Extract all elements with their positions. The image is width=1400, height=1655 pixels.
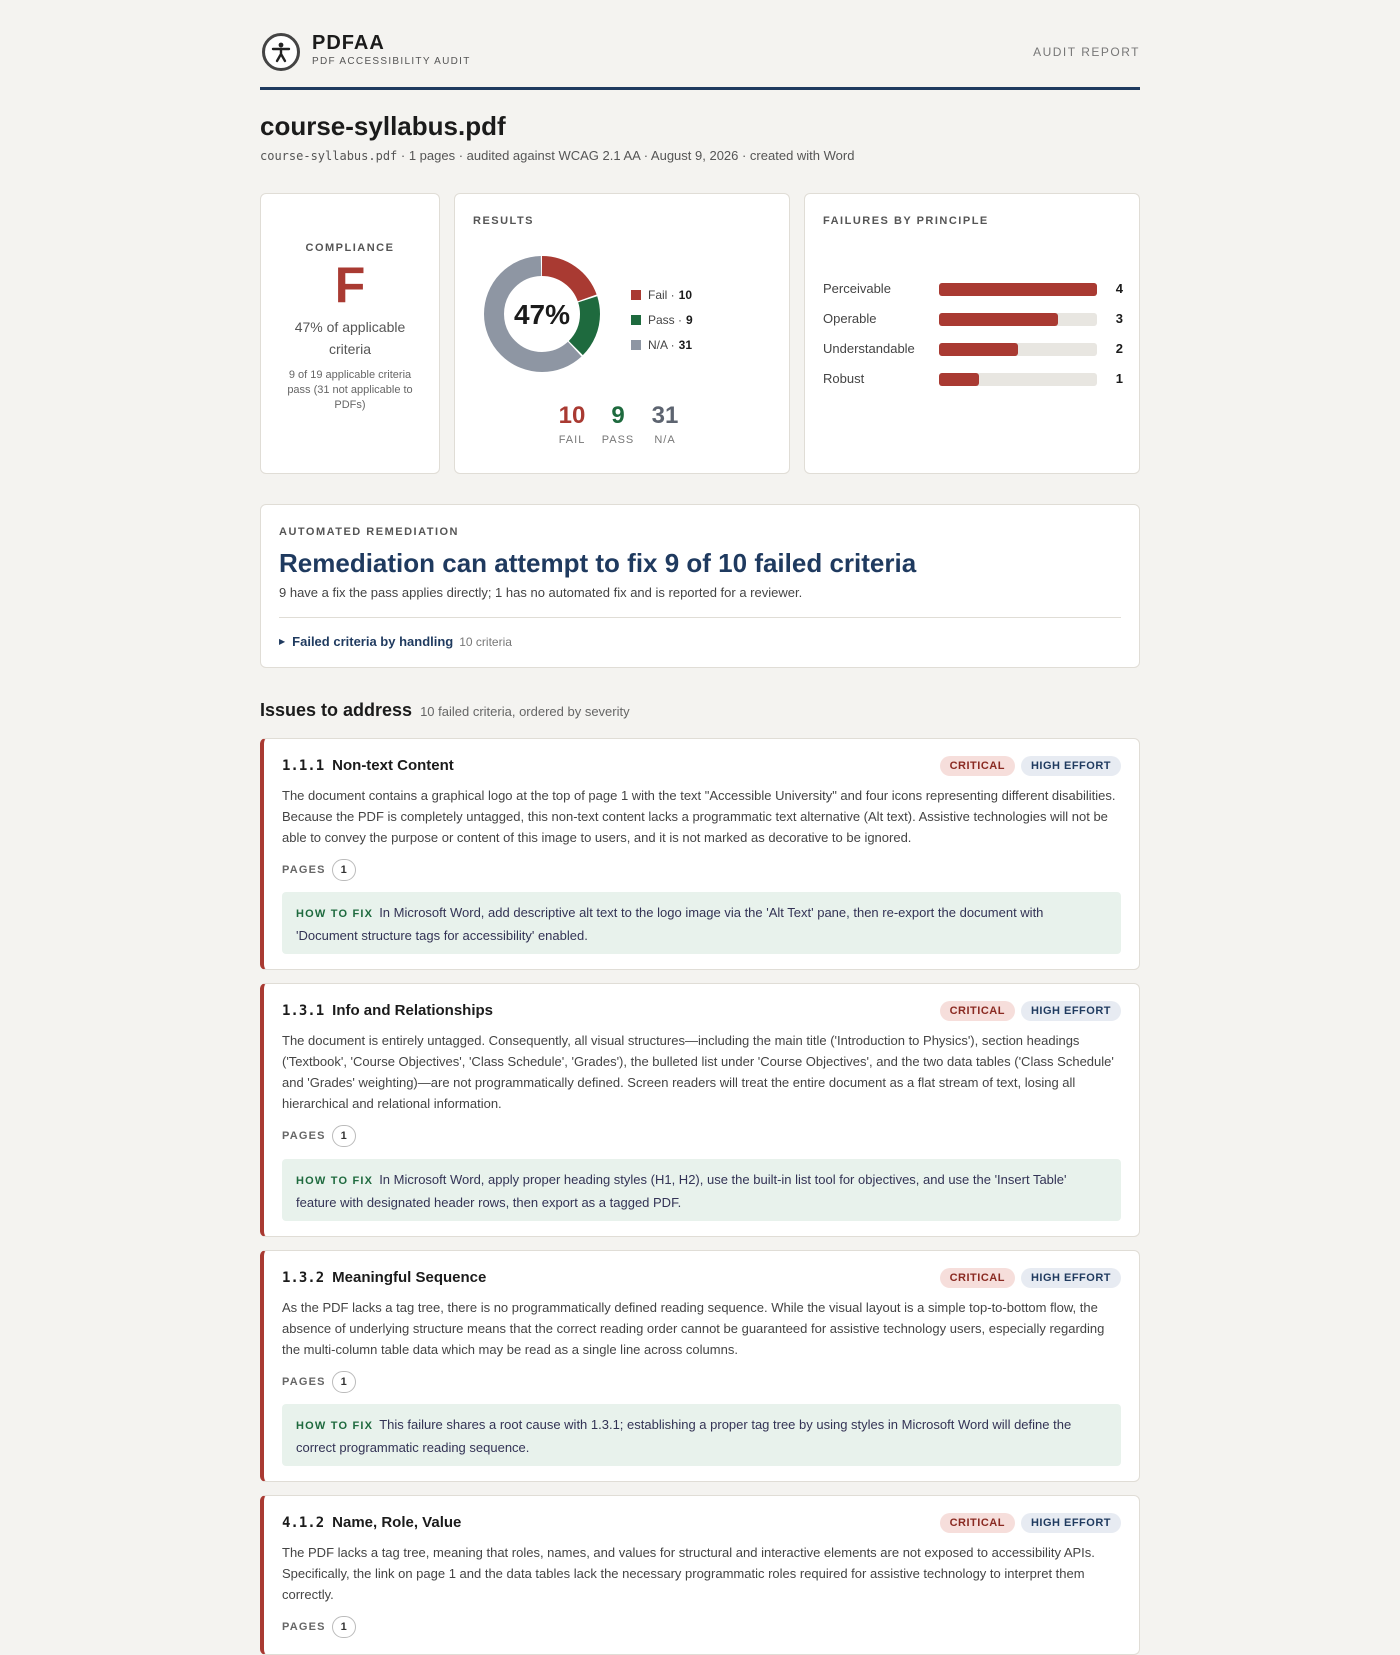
issue-description: As the PDF lacks a tag tree, there is no programmatically defined reading sequence. While the visual layout is a simple top-to-bottom flow, the absence of underlying structure means that the correct reading order cannot be guaranteed for assistive technology users, especially regarding the multi-column table data which may be read as a single line across columns. bbox=[282, 1300, 1105, 1357]
issue-card-1-1-1 bbox=[260, 738, 1140, 970]
pages-label: PAGES bbox=[282, 1130, 326, 1142]
results-donut-chart bbox=[482, 254, 602, 374]
pages-label: PAGES bbox=[282, 1621, 326, 1633]
principle-bar-fill bbox=[939, 343, 1018, 356]
issue-name: Meaningful Sequence bbox=[332, 1269, 487, 1286]
issues-header bbox=[260, 700, 630, 721]
legend-label: N/A · bbox=[648, 337, 675, 352]
principle-value: 2 bbox=[1115, 341, 1123, 356]
how-to-fix-label: HOW TO FIX bbox=[296, 1420, 374, 1432]
issue-badges bbox=[940, 1001, 1121, 1021]
compliance-card bbox=[260, 193, 440, 474]
issue-code: 4.1.2 bbox=[282, 1515, 325, 1531]
count-na bbox=[635, 401, 695, 446]
how-to-fix-label: HOW TO FIX bbox=[296, 908, 374, 920]
principle-row-robust bbox=[823, 369, 1123, 389]
issue-pages bbox=[282, 1125, 356, 1147]
principle-bar-fill bbox=[939, 283, 1097, 296]
principles-caption: FAILURES BY PRINCIPLE bbox=[823, 215, 989, 227]
results-legend bbox=[631, 282, 693, 357]
legend-na bbox=[631, 332, 693, 357]
document-meta-details: · 1 pages · audited against WCAG 2.1 AA · August 9, 2026 · created with Word bbox=[397, 148, 855, 163]
results-caption: RESULTS bbox=[473, 215, 535, 227]
report-header bbox=[260, 0, 1140, 90]
issue-title bbox=[282, 1002, 493, 1019]
document-meta bbox=[260, 148, 854, 163]
count-label: FAIL bbox=[558, 434, 586, 446]
results-card bbox=[454, 193, 790, 474]
issue-name: Info and Relationships bbox=[332, 1002, 493, 1019]
issue-title bbox=[282, 1514, 461, 1531]
issue-pages bbox=[282, 1616, 356, 1638]
brand-name: PDFAA bbox=[312, 32, 385, 54]
toggle-count: 10 criteria bbox=[459, 635, 512, 649]
principle-bar-fill bbox=[939, 373, 979, 386]
effort-badge: HIGH EFFORT bbox=[1021, 756, 1121, 776]
document-title: course-syllabus.pdf bbox=[260, 111, 506, 141]
pages-label: PAGES bbox=[282, 1376, 326, 1388]
issue-card-1-3-2 bbox=[260, 1250, 1140, 1482]
principle-row-understandable bbox=[823, 339, 1123, 359]
effort-badge: HIGH EFFORT bbox=[1021, 1268, 1121, 1288]
disclosure-triangle-icon: ▶ bbox=[279, 637, 286, 646]
principle-row-operable bbox=[823, 309, 1123, 329]
failures-by-principle-card bbox=[804, 193, 1140, 474]
principle-bar-track bbox=[939, 313, 1097, 326]
count-label: N/A bbox=[654, 434, 676, 446]
principle-name: Understandable bbox=[823, 341, 915, 356]
issue-badges bbox=[940, 1268, 1121, 1288]
count-value: 10 bbox=[558, 402, 586, 429]
principle-name: Perceivable bbox=[823, 281, 891, 296]
legend-value: 10 bbox=[678, 287, 693, 302]
remediation-subtitle: 9 have a fix the pass applies directly; 1 has no automated fix and is reported for a reviewer. bbox=[279, 585, 803, 600]
audit-report-label: AUDIT REPORT bbox=[1033, 45, 1140, 59]
remediation-caption: AUTOMATED REMEDIATION bbox=[279, 526, 459, 538]
issue-name: Name, Role, Value bbox=[332, 1514, 462, 1531]
how-to-fix-text: In Microsoft Word, add descriptive alt text to the logo image via the 'Alt Text' pane, then re-export the document with 'Document structure tags for accessibility' enabled. bbox=[296, 905, 1044, 943]
issue-code: 1.1.1 bbox=[282, 758, 325, 774]
issue-title bbox=[282, 1269, 486, 1286]
legend-pass bbox=[631, 307, 693, 332]
principle-bar-track bbox=[939, 283, 1097, 296]
issue-description: The document is entirely untagged. Consequently, all visual structures—including the main title ('Introduction to Physics'), section headings ('Textbook', 'Course Objectives', 'Class Schedule', 'Grades'), the bulleted list under 'Course Objectives', and the two data tables ('Class Schedule' and 'Grades' weighting)—are not programmatically defined. Screen readers will treat the entire document as a flat stream of text, losing all hierarchical and relational information. bbox=[282, 1033, 1114, 1111]
legend-swatch bbox=[631, 290, 641, 300]
legend-label: Pass · bbox=[648, 312, 683, 327]
severity-badge: CRITICAL bbox=[940, 1268, 1015, 1288]
divider bbox=[279, 617, 1121, 618]
toggle-label: Failed criteria by handling bbox=[292, 634, 454, 649]
severity-badge: CRITICAL bbox=[940, 756, 1015, 776]
principle-value: 1 bbox=[1115, 371, 1123, 386]
remediation-card bbox=[260, 504, 1140, 668]
brand-subtitle: PDF ACCESSIBILITY AUDIT bbox=[312, 56, 471, 67]
issue-code: 1.3.2 bbox=[282, 1270, 325, 1286]
legend-swatch bbox=[631, 315, 641, 325]
effort-badge: HIGH EFFORT bbox=[1021, 1513, 1121, 1533]
issue-code: 1.3.1 bbox=[282, 1003, 325, 1019]
legend-label: Fail · bbox=[648, 287, 675, 302]
issue-badges bbox=[940, 1513, 1121, 1533]
compliance-percent: 47% of applicable criteria bbox=[294, 319, 406, 357]
how-to-fix-box bbox=[282, 892, 1121, 954]
count-value: 31 bbox=[651, 402, 679, 429]
page-chip[interactable]: 1 bbox=[332, 1125, 356, 1147]
count-value: 9 bbox=[611, 402, 625, 429]
count-label: PASS bbox=[601, 434, 635, 446]
severity-badge: CRITICAL bbox=[940, 1001, 1015, 1021]
issue-card-1-3-1 bbox=[260, 983, 1140, 1237]
document-filename: course-syllabus.pdf bbox=[260, 149, 398, 163]
issues-subtitle: 10 failed criteria, ordered by severity bbox=[420, 704, 630, 719]
principle-name: Operable bbox=[823, 311, 877, 326]
legend-fail bbox=[631, 282, 693, 307]
donut-center-label: 47% bbox=[513, 299, 571, 330]
pages-label: PAGES bbox=[282, 864, 326, 876]
page-chip[interactable]: 1 bbox=[332, 1616, 356, 1638]
effort-badge: HIGH EFFORT bbox=[1021, 1001, 1121, 1021]
principle-bar-track bbox=[939, 373, 1097, 386]
how-to-fix-label: HOW TO FIX bbox=[296, 1175, 374, 1187]
principle-name: Robust bbox=[823, 371, 865, 386]
how-to-fix-text: In Microsoft Word, apply proper heading styles (H1, H2), use the built-in list tool for objectives, and use the 'Insert Table' feature with designated header rows, then export as a tagged PDF. bbox=[296, 1172, 1067, 1210]
principle-bar-track bbox=[939, 343, 1097, 356]
page-chip[interactable]: 1 bbox=[332, 859, 356, 881]
compliance-detail: 9 of 19 applicable criteria pass (31 not applicable to PDFs) bbox=[287, 369, 413, 411]
failed-criteria-toggle[interactable] bbox=[279, 634, 512, 649]
how-to-fix-text: This failure shares a root cause with 1.3.1; establishing a proper tag tree by using styles in Microsoft Word will define the correct programmatic reading sequence. bbox=[296, 1417, 1072, 1455]
remediation-title: Remediation can attempt to fix 9 of 10 failed criteria bbox=[279, 548, 917, 578]
principle-value: 4 bbox=[1115, 281, 1123, 296]
how-to-fix-box bbox=[282, 1404, 1121, 1466]
how-to-fix-box bbox=[282, 1159, 1121, 1221]
issue-description: The PDF lacks a tag tree, meaning that roles, names, and values for structural and interactive elements are not exposed to accessibility APIs. Specifically, the link on page 1 and the data tables lack the necessary programmatic roles required for assistive technology to interpret them correctly. bbox=[282, 1545, 1095, 1602]
severity-badge: CRITICAL bbox=[940, 1513, 1015, 1533]
principle-bar-fill bbox=[939, 313, 1058, 326]
issue-description: The document contains a graphical logo at the top of page 1 with the text "Accessible University" and four icons representing different disabilities. Because the PDF is completely untagged, this non-text content lacks a programmatic text alternative (Alt text). Assistive technologies will not be able to convey the purpose or content of this image to users, and it is not marked as decorative to be ignored. bbox=[282, 788, 1116, 845]
issue-pages bbox=[282, 1371, 356, 1393]
issue-badges bbox=[940, 756, 1121, 776]
issue-name: Non-text Content bbox=[332, 757, 454, 774]
legend-value: 31 bbox=[678, 337, 693, 352]
issues-title: Issues to address bbox=[260, 700, 413, 720]
principle-row-perceivable bbox=[823, 279, 1123, 299]
issue-card-4-1-2 bbox=[260, 1495, 1140, 1655]
legend-swatch bbox=[631, 340, 641, 350]
issue-pages bbox=[282, 859, 356, 881]
report-page bbox=[260, 0, 1140, 1633]
compliance-grade: F bbox=[334, 257, 366, 313]
compliance-caption: COMPLIANCE bbox=[305, 242, 395, 254]
legend-value: 9 bbox=[686, 312, 693, 327]
issue-title bbox=[282, 757, 454, 774]
page-chip[interactable]: 1 bbox=[332, 1371, 356, 1393]
accessibility-logo-icon bbox=[262, 33, 300, 71]
principle-value: 3 bbox=[1115, 311, 1123, 326]
